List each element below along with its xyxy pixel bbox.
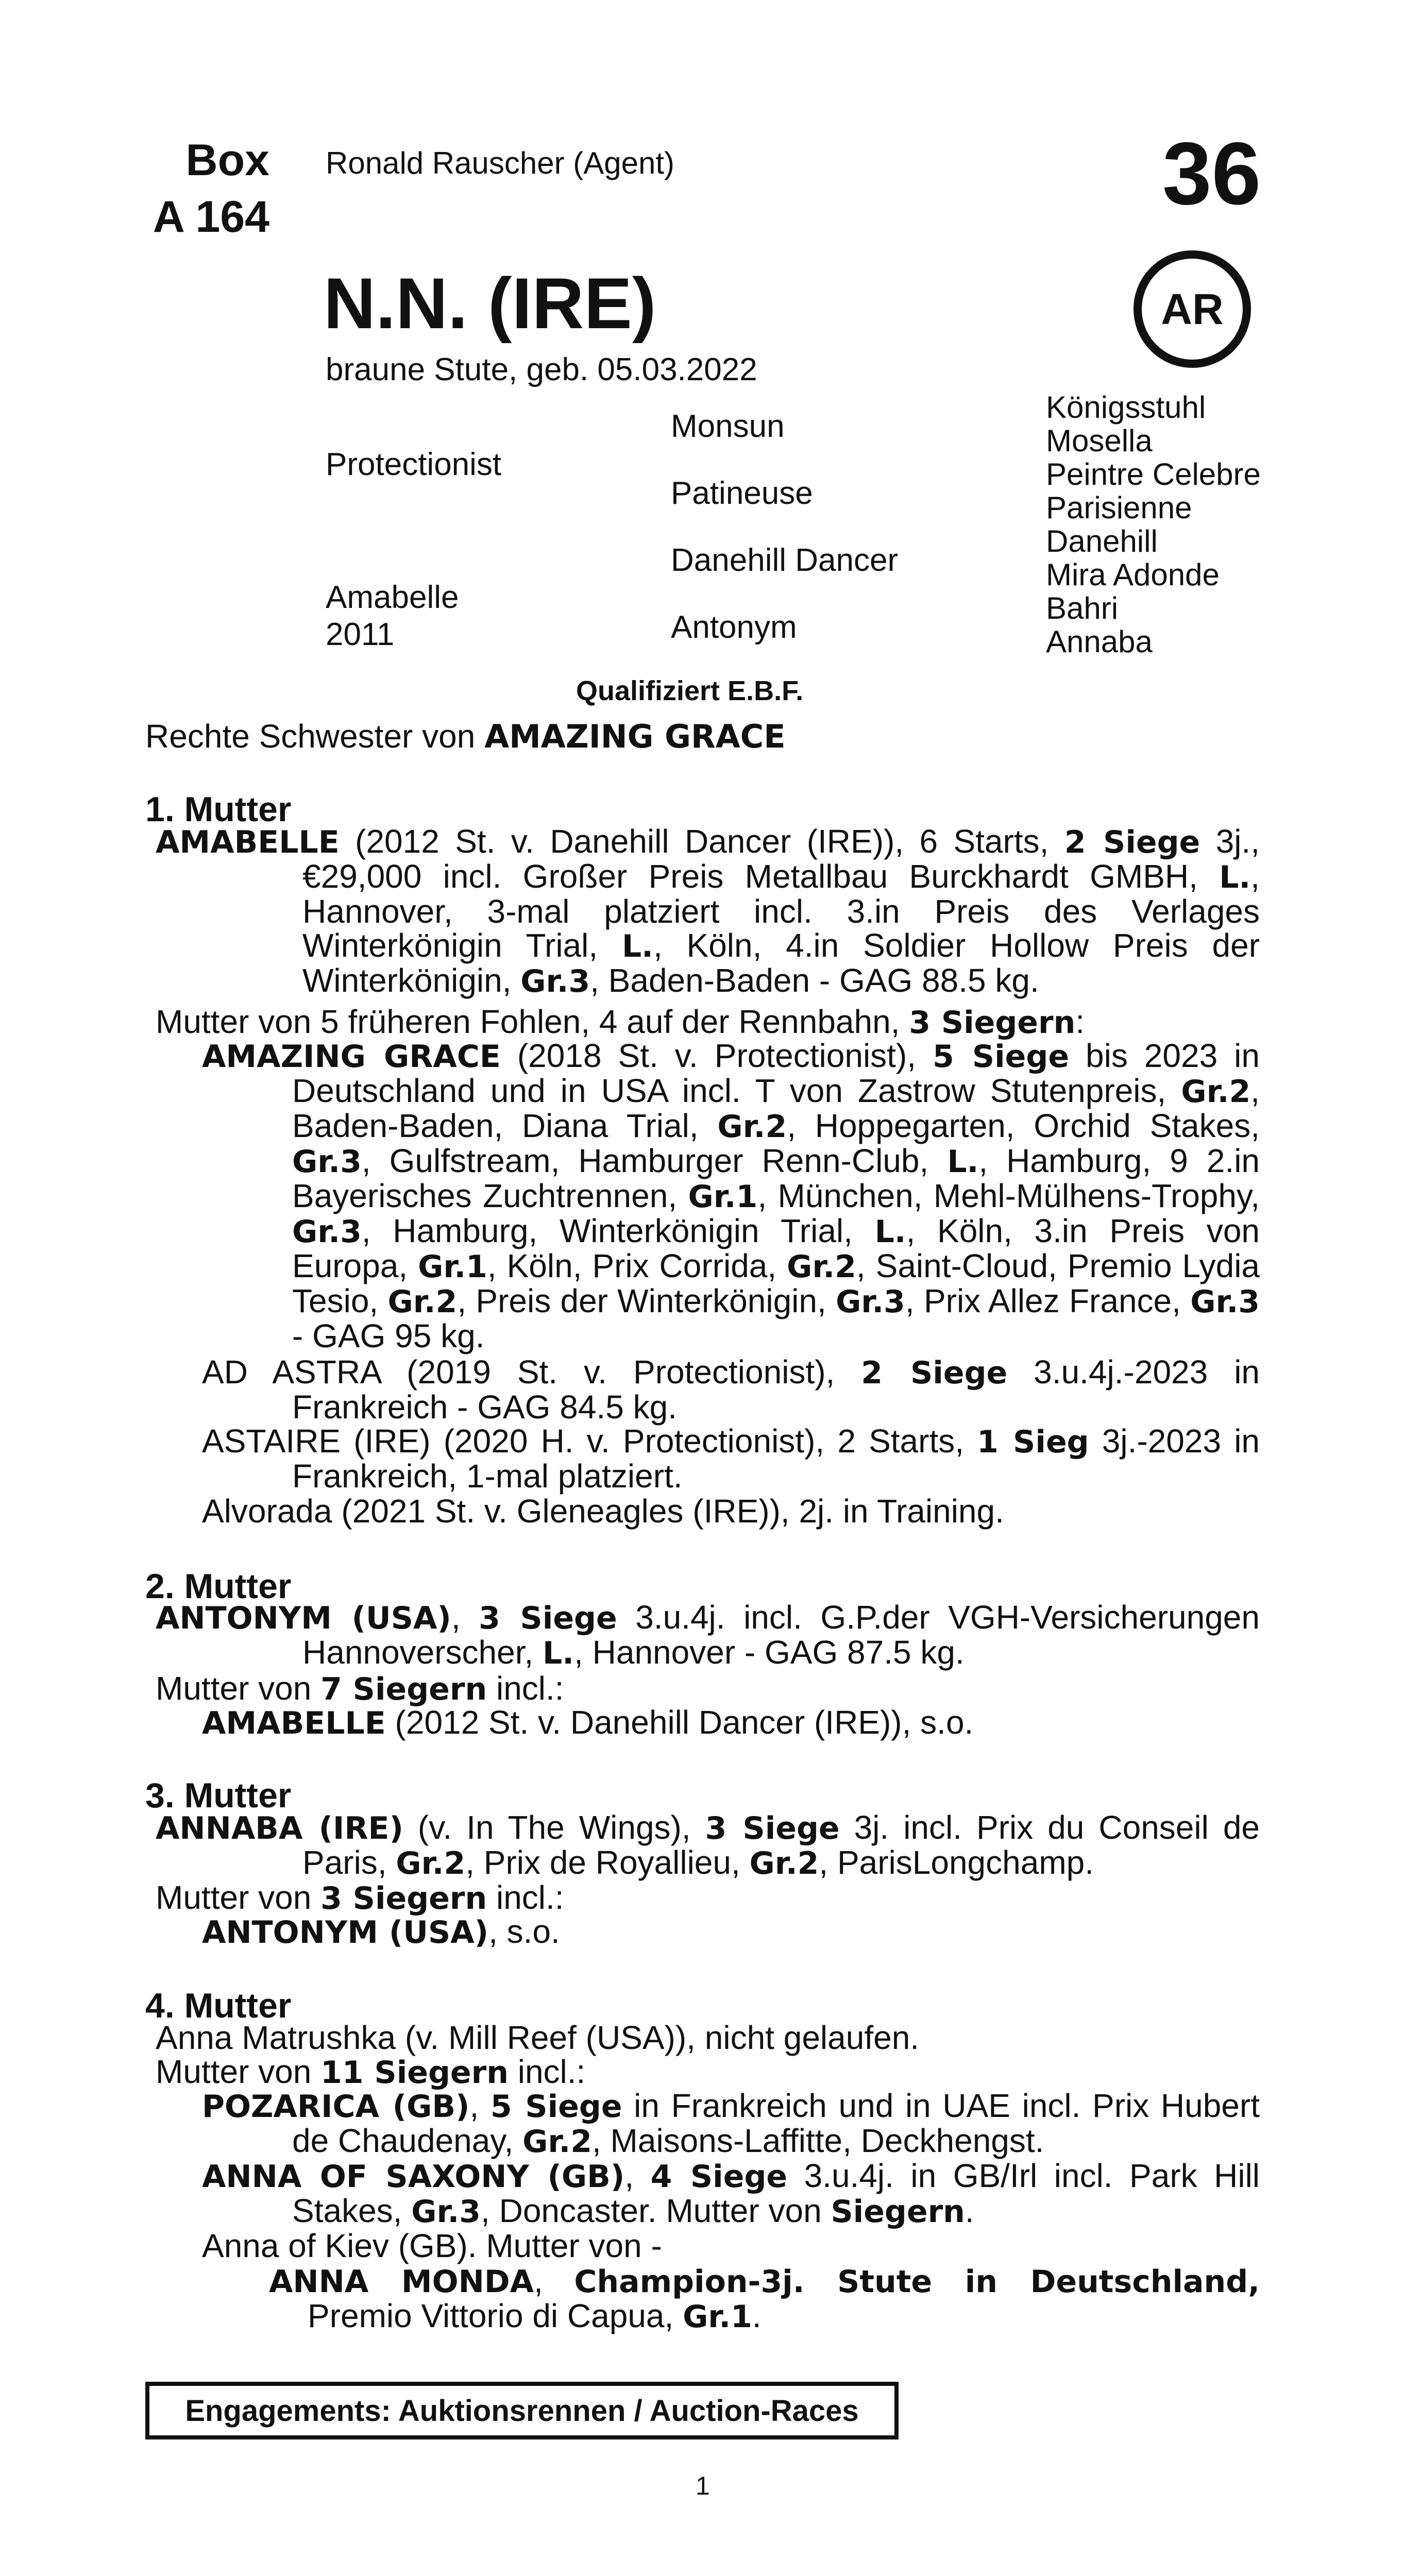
produce-text: Mutter von [156,1670,321,1707]
produce-wins: 5 Siege [490,2089,622,2125]
dam-text: 3j. incl. Prix du Conseil de Paris, [302,1809,1260,1881]
race-grade: L. [543,1635,574,1671]
section-title-4: 4. Mutter [145,1986,292,2025]
produce-name: ANNA MONDA [269,2264,534,2300]
produce-text: (2012 St. v. Danehill Dancer (IRE)), s.o. [385,1704,974,1741]
dam-text: , Hannover, 3-mal platziert incl. 3.in Preis des Verlages Winterkönigin Trial, [302,858,1260,964]
agent-name: Ronald Rauscher (Agent) [326,146,675,180]
dam-text: (2012 St. v. Danehill Dancer (IRE)), 6 Starts, [339,823,1064,860]
pedigree-sire: Protectionist [326,447,502,482]
champion-title: Champion-3j. Stute in Deutschland, [574,2264,1260,2300]
produce-entry: Anna of Kiev (GB). Mutter von - [202,2227,662,2264]
engagements-box [145,2382,899,2439]
produce-text: bis 2023 in Deutschland und in USA incl. T von Zastrow Stutenpreis, [292,1037,1260,1109]
pedigree-gen3-7: Bahri [1046,591,1119,625]
produce-text: , Hamburg, 9 2.in Bayerisches Zuchtrennen, [292,1142,1260,1214]
produce-entry [202,2089,1260,2159]
produce-text: . [965,2192,974,2229]
produce-text: , Preis der Winterkönigin, [457,1282,836,1319]
produce-text: , Köln, 3.in Preis von Europa, [292,1212,1260,1284]
pedigree-gen3-8: Annaba [1046,624,1153,659]
produce-text: Mutter von 5 früheren Fohlen, 4 auf der Rennbahn, [156,1003,909,1040]
dam-name: ANTONYM (USA) [156,1600,451,1636]
produce-text: , Hamburg, Winterkönigin Trial, [361,1212,875,1249]
race-grade: Gr.3 [1190,1284,1260,1320]
dam-text: , Köln, 4.in Soldier Hollow Preis der Winterkönigin, [302,927,1260,999]
dam-text: , Hannover - GAG 87.5 kg. [574,1634,965,1671]
produce-text: Mutter von [156,1879,321,1916]
produce-end: incl.: [487,1879,564,1916]
produce-text: . [752,2297,762,2334]
dam-text: , ParisLongchamp. [819,1844,1094,1881]
produce-name: ANTONYM (USA) [202,1914,489,1951]
produce-summary-2 [156,1671,564,1706]
produce-wins: 2 Siege [861,1355,1008,1391]
race-grade: Gr.1 [683,2299,752,2335]
produce-entry [202,1705,973,1740]
page-number: 1 [696,2471,710,2500]
produce-text: Mutter von [156,2053,321,2090]
produce-text: , Hoppegarten, Orchid Stakes, [787,1107,1260,1144]
dam-text: , Baden-Baden - GAG 88.5 kg. [590,962,1039,999]
produce-summary-1 [156,1005,1085,1040]
race-grade: L. [874,1214,906,1250]
dam-text: , [451,1599,479,1636]
race-grade: Gr.2 [749,1845,819,1882]
section-title-1: 1. Mutter [145,790,292,829]
produce-winners: 3 Siegern [320,1880,487,1917]
race-grade: Gr.1 [688,1179,758,1215]
produce-text: (2018 St. v. Protectionist), [500,1037,933,1074]
dam-text: (v. In The Wings), [403,1809,705,1846]
sibling-note-name: AMAZING GRACE [484,718,786,755]
race-grade: Gr.1 [418,1249,487,1285]
pedigree-gen3-1: Königsstuhl [1046,390,1206,425]
dam-name: AMABELLE [156,824,340,860]
produce-text: , [624,2157,651,2194]
box-number: A 164 [153,192,269,242]
race-grade: Gr.3 [292,1214,362,1250]
produce-text: , Köln, Prix Corrida, [487,1247,787,1284]
race-grade: L. [621,928,653,964]
dam-wins: 3 Siege [479,1600,617,1636]
produce-text: 3j.-2023 in Frankreich, 1-mal platziert. [292,1422,1260,1495]
produce-entry [202,1424,1260,1493]
race-grade: Gr.2 [387,1284,458,1320]
race-grade: Gr.2 [787,1249,856,1285]
produce-text: , Maisons-Laffitte, Deckhengst. [591,2122,1044,2159]
produce-name: AMAZING GRACE [202,1039,501,1075]
produce-entry [202,1914,560,1950]
produce-entry [202,2159,1260,2229]
produce-text: 3.u.4j. in GB/Irl incl. Park Hill Stakes, [292,2157,1260,2229]
pedigree-dam: Amabelle [326,580,459,615]
produce-text: Premio Vittorio di Capua, [308,2297,683,2334]
dam-entry-2 [156,1600,1260,1670]
produce-end: incl.: [508,2053,586,2090]
produce-winners: 3 Siegern [909,1005,1076,1041]
dam-wins: 2 Siege [1064,824,1200,860]
sibling-note-prefix: Rechte Schwester von [145,718,476,755]
produce-entry-grandchild [269,2264,1260,2334]
dam-text: 3j., €29,000 incl. Großer Preis Metallbau Burckhardt GMBH, [302,823,1260,895]
dam-name: ANNABA (IRE) [156,1810,403,1846]
pedigree-sire-sire: Monsun [671,409,785,444]
produce-text: , München, Mehl-Mülhens-Trophy, [757,1177,1260,1214]
produce-text: , Saint-Cloud, Premio Lydia Tesio, [292,1247,1260,1319]
ar-badge [1134,250,1251,368]
pedigree-gen3-3: Peintre Celebre [1046,457,1261,492]
qualification: Qualifiziert E.B.F. [576,675,804,706]
pedigree-sire-dam: Patineuse [671,476,813,511]
race-grade: Gr.2 [396,1845,466,1882]
produce-name: ANNA OF SAXONY (GB) [202,2159,625,2195]
dam-wins: 3 Siege [705,1810,840,1846]
produce-name: AMABELLE [202,1705,386,1741]
dam-text: 3.u.4j. incl. G.P.der VGH-Versicherungen Hannoverscher, [302,1599,1260,1671]
horse-description: braune Stute, geb. 05.03.2022 [326,352,757,387]
dam-text: , Prix de Royallieu, [465,1844,750,1881]
dam-entry-3 [156,1810,1260,1880]
race-grade: Gr.3 [411,2194,481,2230]
produce-winners: Siegern [831,2194,965,2230]
race-grade: Gr.3 [836,1284,905,1320]
produce-text: - GAG 95 kg. [292,1317,485,1354]
lot-number: 36 [1162,124,1261,223]
pedigree-gen3-2: Mosella [1046,423,1153,458]
race-grade: Gr.2 [717,1109,787,1145]
pedigree-dam-sire: Danehill Dancer [671,543,899,578]
produce-text: , Prix Allez France, [905,1282,1191,1319]
pedigree-gen3-5: Danehill [1046,524,1158,558]
produce-text: 3.u.4j.-2023 in Frankreich - GAG 84.5 kg. [292,1353,1260,1426]
section-title-2: 2. Mutter [145,1567,292,1606]
produce-text: , Gulfstream, Hamburger Renn-Club, [361,1142,948,1179]
race-grade: Gr.3 [292,1144,362,1180]
race-grade: Gr.3 [520,963,590,999]
race-grade: L. [947,1144,979,1180]
dam-entry-1 [156,824,1260,998]
produce-text: in Frankreich und in UAE incl. Prix Hubert de Chaudenay, [292,2087,1260,2159]
produce-name: POZARICA (GB) [202,2089,470,2125]
produce-winners: 11 Siegern [320,2055,509,2091]
pedigree-gen3-4: Parisienne [1046,490,1192,525]
pedigree-gen3-6: Mira Adonde [1046,557,1220,592]
horse-name: N.N. (IRE) [324,263,656,344]
produce-entry [202,1039,1260,1353]
race-grade: Gr.2 [522,2124,592,2160]
race-grade: L. [1219,859,1251,895]
pedigree-third-generation [1046,391,1261,658]
ar-badge-label: AR [1161,284,1224,333]
produce-text: , [534,2262,574,2299]
produce-text: , Baden-Baden, Diana Trial, [292,1072,1260,1144]
produce-text: ASTAIRE (IRE) (2020 H. v. Protectionist), 2 Starts, [202,1422,977,1460]
produce-wins: 1 Sieg [977,1424,1089,1460]
dam-entry-4: Anna Matrushka (v. Mill Reef (USA)), nicht gelaufen. [156,2019,920,2056]
produce-winners: 7 Siegern [320,1671,487,1707]
pedigree-dam-dam: Antonym [671,609,797,645]
sibling-note [145,719,786,754]
produce-text: AD ASTRA (2019 St. v. Protectionist), [202,1353,861,1391]
engagements-label: Engagements: Auktionsrennen / Auction-Races [185,2394,859,2428]
produce-wins: 4 Siege [650,2159,788,2195]
produce-end: : [1075,1003,1085,1040]
produce-text: , [469,2087,490,2124]
produce-entry: Alvorada (2021 St. v. Gleneagles (IRE)), 2j. in Training. [202,1493,1004,1530]
section-title-3: 3. Mutter [145,1776,292,1815]
pedigree-dam-year: 2011 [326,617,395,652]
produce-wins: 5 Siege [933,1039,1070,1075]
produce-entry [202,1355,1260,1424]
produce-text: , Doncaster. Mutter von [481,2192,831,2229]
box-label: Box [185,135,269,185]
produce-summary-3 [156,1880,564,1916]
produce-summary-4 [156,2055,585,2090]
produce-text: , s.o. [488,1913,560,1950]
race-grade: Gr.2 [1181,1074,1251,1110]
produce-end: incl.: [487,1670,564,1707]
